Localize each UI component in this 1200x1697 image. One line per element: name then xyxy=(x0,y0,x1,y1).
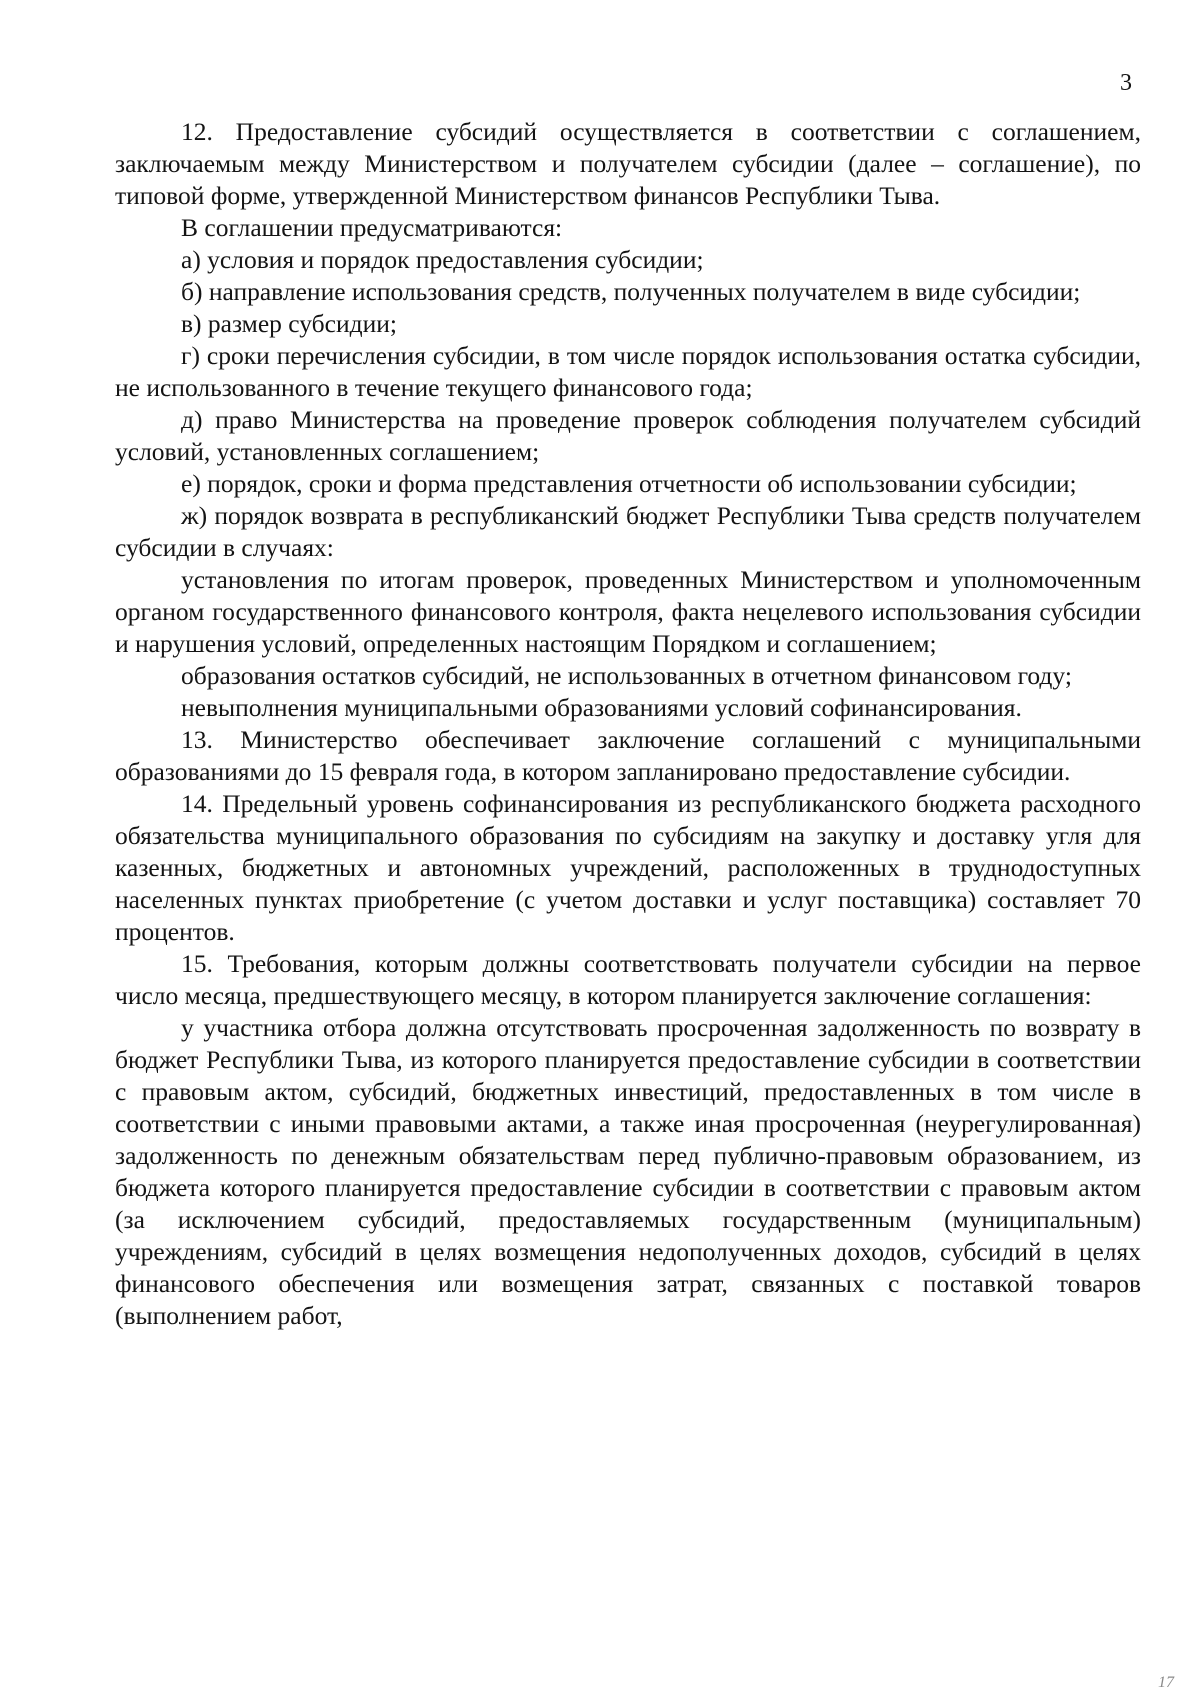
paragraph-case-cofinancing: невыполнения муниципальными образованиями условий софинансирования. xyxy=(181,693,1022,722)
paragraph-item-12: 12. Предоставление субсидий осуществляется в соответствии с соглашением, заключаемым между Министерством и получателем субсидии (далее – соглашение), по типовой форме, утвержденной Министерством финансов Республики Тыва. xyxy=(115,117,1141,210)
paragraph-subitem-v: в) размер субсидии; xyxy=(181,309,397,338)
paragraph-item-13: 13. Министерство обеспечивает заключение соглашений с муниципальными образованиями до 15 февраля года, в котором запланировано предоставление субсидии. xyxy=(115,725,1141,786)
paragraph-subitem-d: д) право Министерства на проведение проверок соблюдения получателем субсидий условий, установленных соглашением; xyxy=(115,405,1141,466)
paragraph-subitem-b: б) направление использования средств, полученных получателем в виде субсидии; xyxy=(181,277,1081,306)
paragraph-case-remainders: образования остатков субсидий, не использованных в отчетном финансовом году; xyxy=(181,661,1072,690)
document-body xyxy=(115,116,1141,1332)
paragraph-case-inspection: установления по итогам проверок, проведенных Министерством и уполномоченным органом государственного финансового контроля, факта нецелевого использования субсидии и нарушения условий, определенных настоящим Порядком и соглашением; xyxy=(115,565,1141,658)
paragraph-subitem-e: е) порядок, сроки и форма представления отчетности об использовании субсидии; xyxy=(181,469,1077,498)
paragraph-item-15: 15. Требования, которым должны соответствовать получатели субсидии на первое число месяца, предшествующего месяцу, в котором планируется заключение соглашения: xyxy=(115,949,1141,1010)
paragraph-item-14: 14. Предельный уровень софинансирования из республиканского бюджета расходного обязательства муниципального образования по субсидиям на закупку и доставку угля для казенных, бюджетных и автономных учреждений, расположенных в труднодоступных населенных пунктах приобретение (с учетом доставки и услуг поставщика) составляет 70 процентов. xyxy=(115,789,1141,946)
paragraph-subitem-g: г) сроки перечисления субсидии, в том числе порядок использования остатка субсидии, не использованного в течение текущего финансового года; xyxy=(115,341,1141,402)
paragraph-subitem-zh: ж) порядок возврата в республиканский бюджет Республики Тыва средств получателем субсидии в случаях: xyxy=(115,501,1141,562)
paragraph-subitem-a: а) условия и порядок предоставления субсидии; xyxy=(181,245,704,274)
corner-handwritten-mark: 17 xyxy=(1158,1674,1174,1691)
paragraph-agreement-intro: В соглашении предусматриваются: xyxy=(181,213,563,242)
page-number: 3 xyxy=(1120,70,1132,96)
paragraph-requirement-debt: у участника отбора должна отсутствовать просроченная задолженность по возврату в бюджет Республики Тыва, из которого планируется предоставление субсидии в соответствии с правовым актом, субсидий, бюджетных инвестиций, предоставленных в том числе в соответствии с иными правовыми актами, а также иная просроченная (неурегулированная) задолженность по денежным обязательствам перед публично-правовым образованием, из бюджета которого планируется предоставление субсидии в соответствии с правовым актом (за исключением субсидий, предоставляемых государственным (муниципальным) учреждениям, субсидий в целях возмещения недополученных доходов, субсидий в целях финансового обеспечения или возмещения затрат, связанных с поставкой товаров (выполнением работ, xyxy=(115,1013,1141,1330)
